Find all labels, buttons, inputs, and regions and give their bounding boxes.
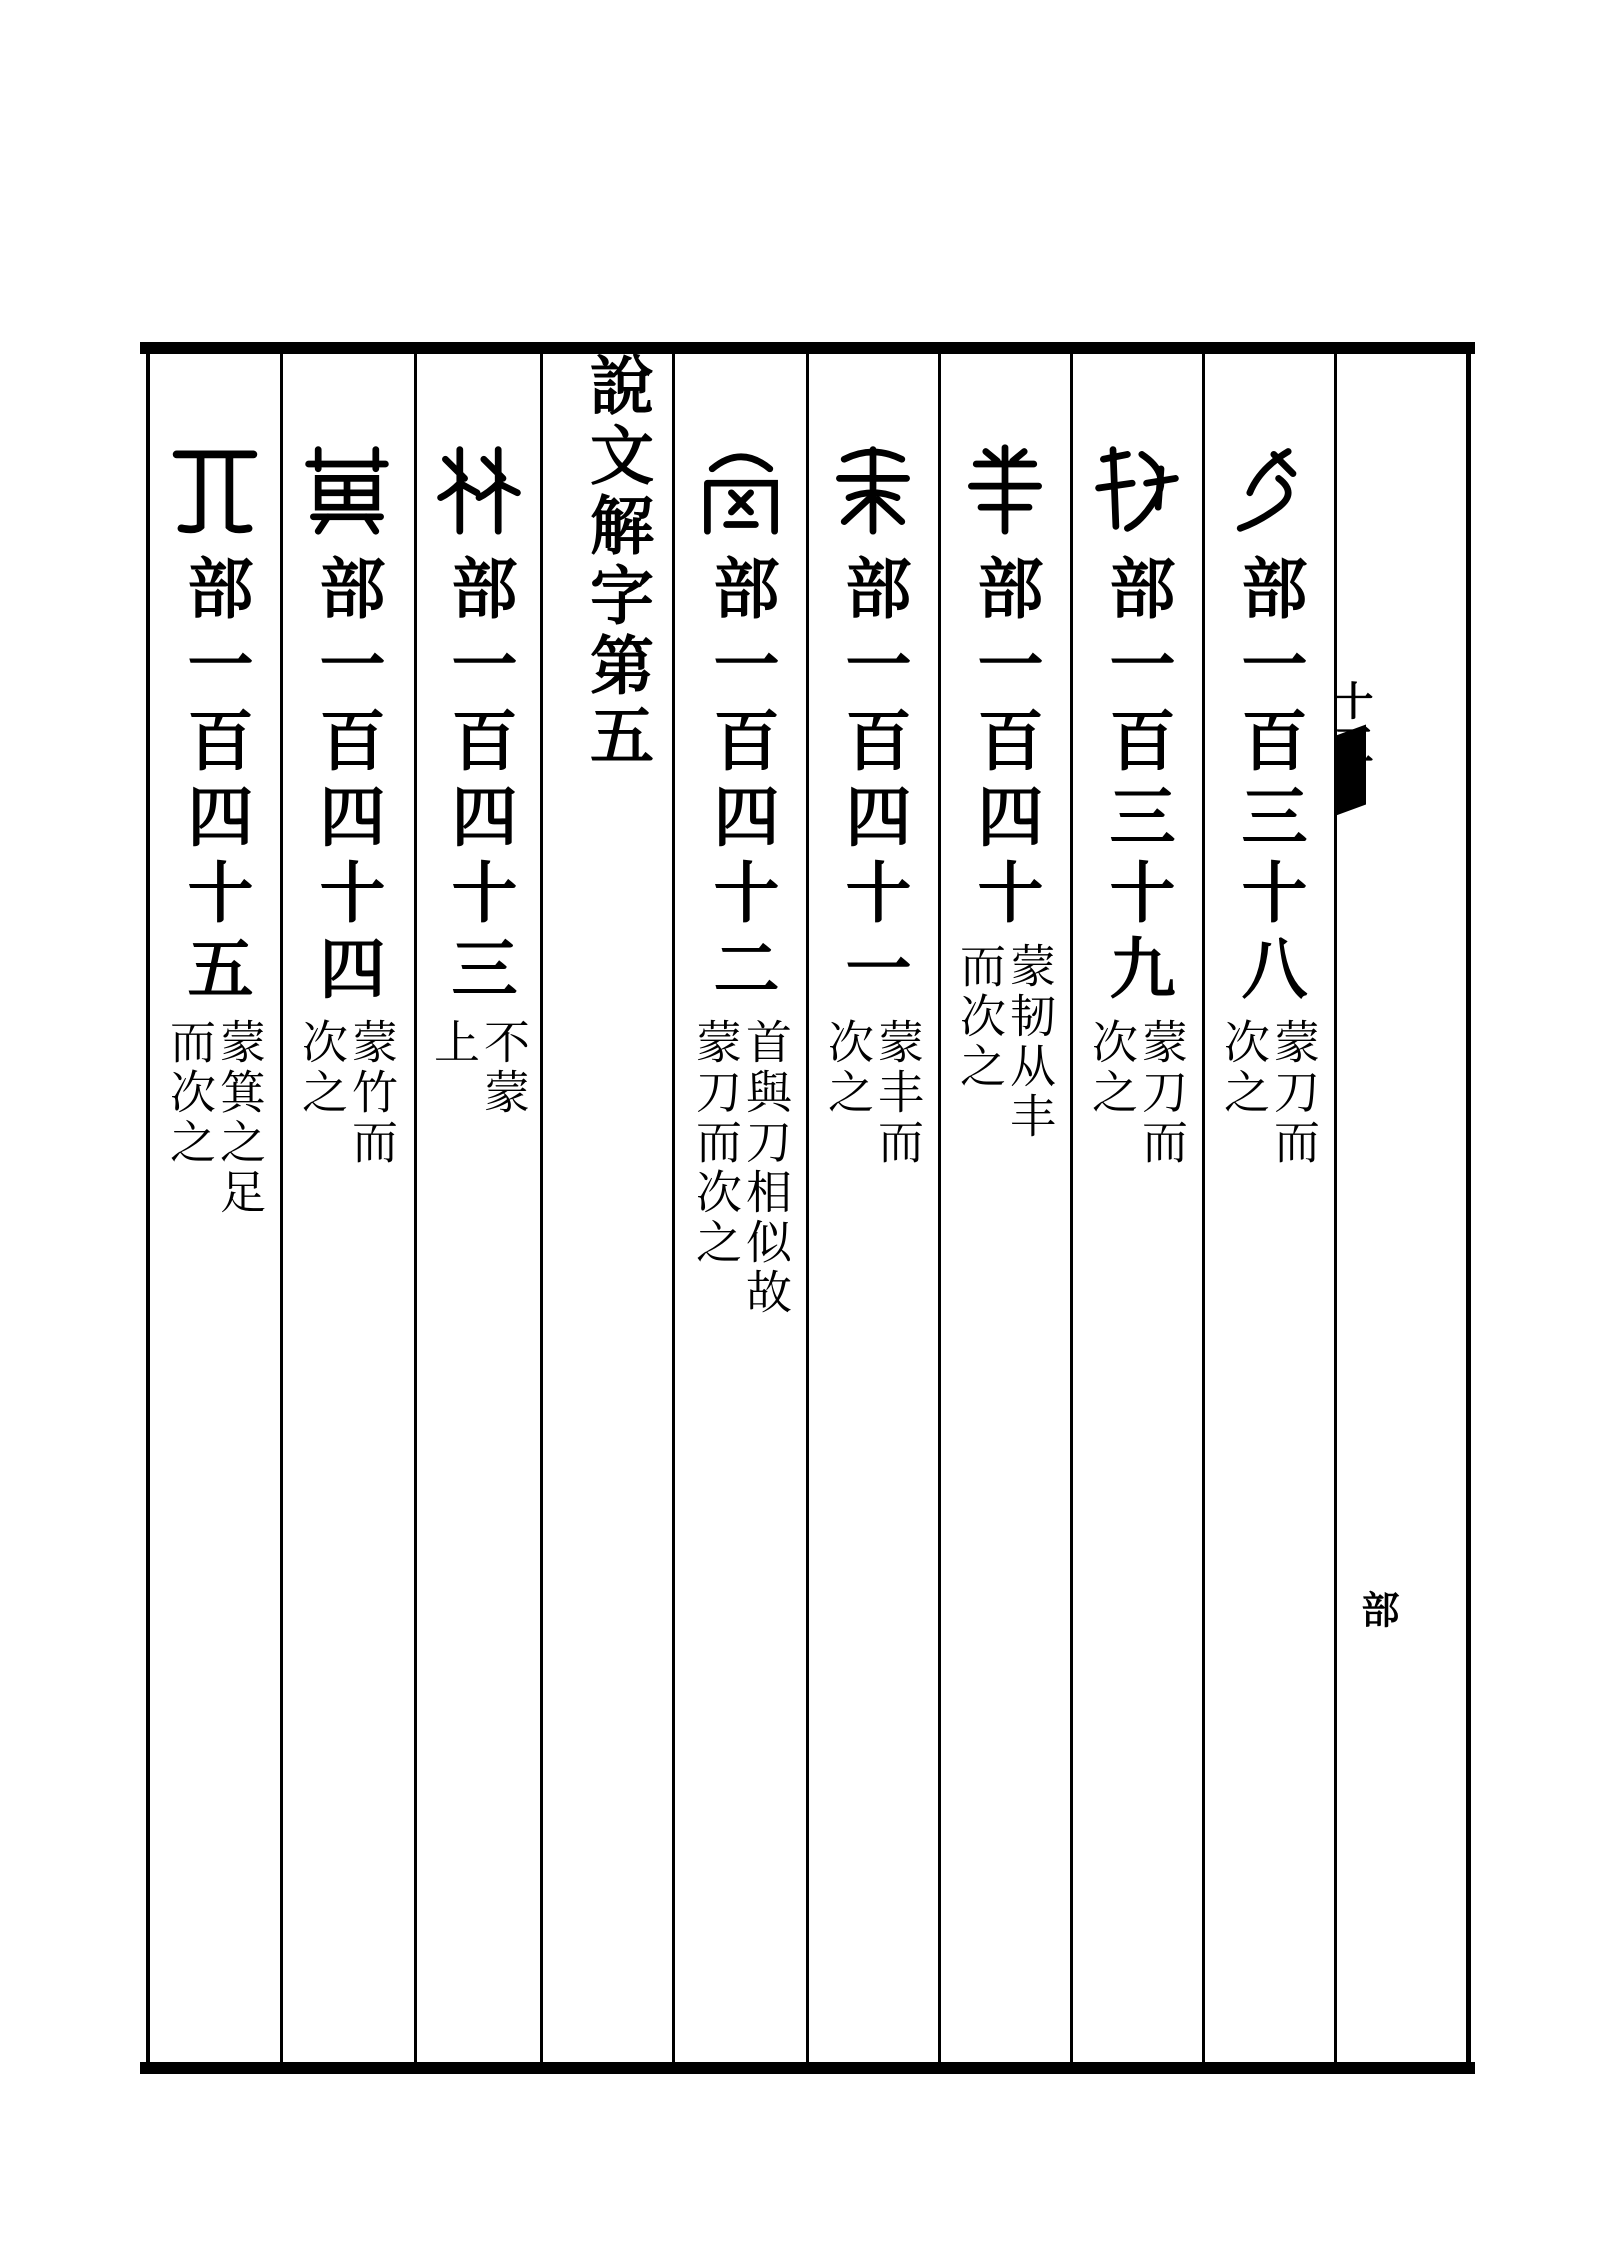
commentary-line: 蒙刀而 xyxy=(1135,1018,1189,1168)
commentary-line: 蒙刀而 xyxy=(1267,1018,1321,1168)
radical-heading: 部一百四十三 xyxy=(440,554,518,1010)
title-column xyxy=(568,352,664,772)
commentary-line: 蒙箕之足 xyxy=(213,1018,267,1218)
seal-char-icon xyxy=(957,440,1053,536)
column-divider xyxy=(414,354,417,2064)
right-border xyxy=(1466,342,1471,2070)
commentary-line: 次之 xyxy=(1217,1018,1271,1118)
seal-char-icon xyxy=(1221,440,1317,536)
commentary xyxy=(1217,1018,1321,1168)
seal-char-icon xyxy=(299,440,395,536)
commentary xyxy=(953,942,1057,1142)
column-divider xyxy=(280,354,283,2064)
commentary-line: 蒙刀而次之 xyxy=(689,1018,743,1268)
commentary xyxy=(163,1018,267,1218)
radical-heading: 部一百四十五 xyxy=(176,554,254,1010)
commentary-line: 次之 xyxy=(295,1018,349,1118)
radical-column xyxy=(1214,440,1324,1168)
commentary-line: 蒙丰而 xyxy=(871,1018,925,1168)
commentary-line: 次之 xyxy=(1085,1018,1139,1118)
commentary-line: 首與刀相似故 xyxy=(739,1018,793,1318)
column-divider xyxy=(1202,354,1205,2064)
radical-column xyxy=(950,440,1060,1142)
book-title: 說文解字第五 xyxy=(579,352,654,772)
left-border xyxy=(146,342,150,2070)
commentary-line: 而次之 xyxy=(953,942,1007,1092)
folio-lower-mark: 部 xyxy=(1355,1590,1400,1628)
column-divider xyxy=(540,354,543,2064)
radical-column xyxy=(160,440,270,1218)
column-divider xyxy=(1070,354,1073,2064)
commentary-line: 次之 xyxy=(821,1018,875,1118)
radical-column xyxy=(1082,440,1192,1168)
seal-char-icon xyxy=(825,440,921,536)
radical-column xyxy=(424,440,534,1118)
radical-column xyxy=(686,440,796,1318)
column-divider xyxy=(1334,354,1337,2064)
commentary xyxy=(821,1018,925,1168)
commentary-line: 而次之 xyxy=(163,1018,217,1168)
radical-heading: 部一百四十 xyxy=(966,554,1044,934)
folio-number: 十五 xyxy=(1327,680,1374,768)
commentary xyxy=(295,1018,399,1168)
seal-char-icon xyxy=(693,440,789,536)
commentary-line: 上 xyxy=(427,1018,481,1068)
seal-char-icon xyxy=(1089,440,1185,536)
radical-heading: 部一百三十八 xyxy=(1230,554,1308,1010)
commentary xyxy=(1085,1018,1189,1168)
radical-column xyxy=(292,440,402,1168)
seal-char-icon xyxy=(431,440,527,536)
column-divider xyxy=(806,354,809,2064)
commentary-line: 蒙韧从丰 xyxy=(1003,942,1057,1142)
radical-heading: 部一百四十二 xyxy=(702,554,780,1010)
radical-heading: 部一百四十一 xyxy=(834,554,912,1010)
top-border xyxy=(140,342,1475,354)
seal-char-icon xyxy=(167,440,263,536)
column-divider xyxy=(672,354,675,2064)
commentary-line: 不蒙 xyxy=(477,1018,531,1118)
radical-column xyxy=(818,440,928,1168)
commentary-line: 蒙竹而 xyxy=(345,1018,399,1168)
column-divider xyxy=(938,354,941,2064)
radical-heading: 部一百三十九 xyxy=(1098,554,1176,1010)
radical-heading: 部一百四十四 xyxy=(308,554,386,1010)
commentary xyxy=(427,1018,531,1118)
commentary xyxy=(689,1018,793,1318)
